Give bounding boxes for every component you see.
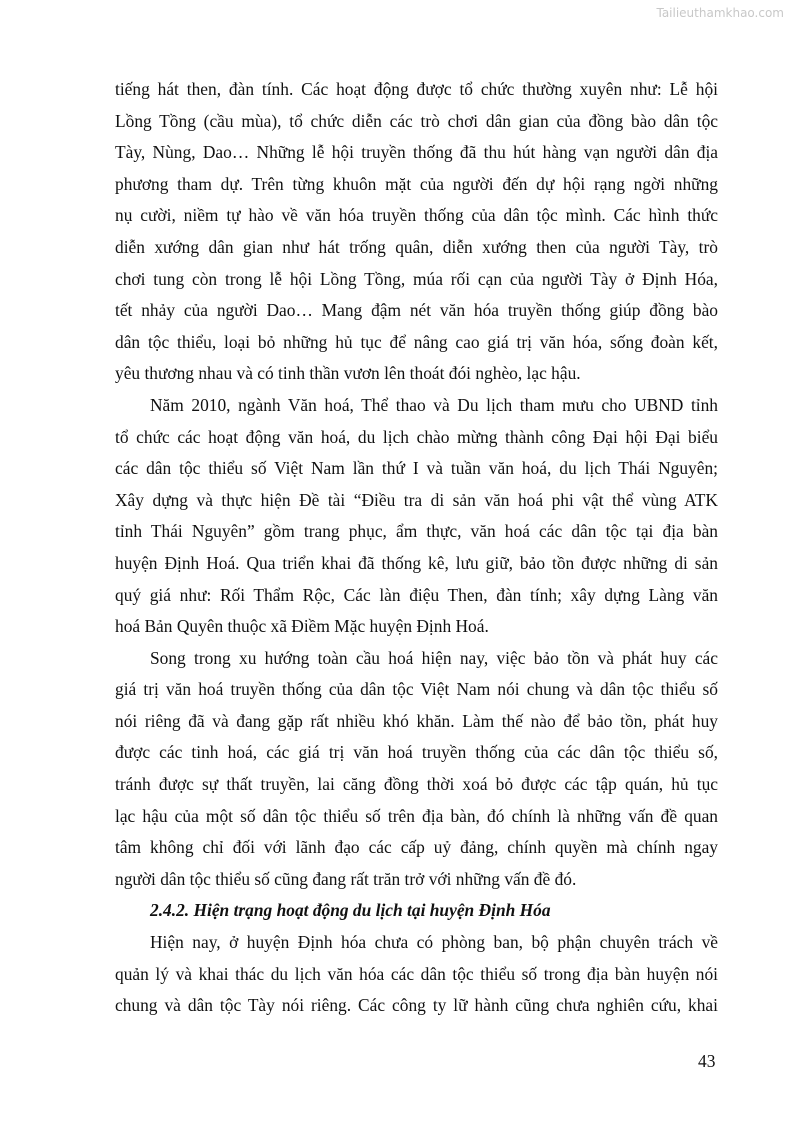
text-line: Lồng Tồng (cầu mùa), tổ chức diễn các trò chơi dân gian của đồng bào dân tộc [115, 110, 718, 131]
section-heading: 2.4.2. Hiện trạng hoạt động du lịch tại huyện Định Hóa [150, 900, 551, 921]
text-line: Tày, Nùng, Dao… Những lễ hội truyền thống đã thu hút hàng vạn người dân địa [115, 142, 718, 163]
text-line: phương tham dự. Trên từng khuôn mặt của người đến dự hội rạng ngời những [115, 173, 718, 194]
text-line: quý giá như: Rối Thẩm Rộc, Các làn điệu Then, đàn tính; xây dựng Làng văn [115, 584, 718, 605]
paragraph-start: Hiện nay, ở huyện Định hóa chưa có phòng ban, bộ phận chuyên trách về [150, 932, 718, 953]
document-body [115, 74, 718, 1022]
text-line: nói riêng đã và đang gặp rất nhiều khó khăn. Làm thế nào để bảo tồn, phát huy [115, 710, 718, 731]
text-line: Xây dựng và thực hiện Đề tài “Điều tra di sản văn hoá phi vật thể vùng ATK [115, 489, 718, 510]
text-line: diễn xướng dân gian như hát trống quân, diễn xướng then của người Tày, trò [115, 236, 718, 257]
paragraph-start: Song trong xu hướng toàn cầu hoá hiện nay, việc bảo tồn và phát huy các [150, 647, 718, 668]
text-line: được các tinh hoá, các giá trị văn hoá truyền thống của các dân tộc thiểu số, [115, 742, 718, 763]
text-line: tổ chức các hoạt động văn hoá, du lịch chào mừng thành công Đại hội Đại biểu [115, 426, 718, 447]
page-number: 43 [698, 1051, 716, 1071]
text-line: quản lý và khai thác du lịch văn hóa các dân tộc thiểu số trong địa bàn huyện nói [115, 963, 718, 984]
watermark: Tailieuthamkhao.com [656, 6, 784, 20]
text-line: tết nhảy của người Dao… Mang đậm nét văn hóa truyền thống giúp đồng bào [115, 300, 718, 321]
text-line: lạc hậu của một số dân tộc thiểu số trên địa bàn, đó chính là những vấn đề quan [115, 805, 718, 826]
text-line: tâm không chỉ đối với lãnh đạo các cấp uỷ đảng, chính quyền mà chính ngay [115, 837, 718, 858]
text-line: tránh được sự thất truyền, lai căng đồng thời xoá bỏ được các tập quán, hủ tục [115, 774, 718, 795]
text-line: người dân tộc thiểu số cũng đang rất trăn trở với những vấn đề đó. [115, 868, 577, 889]
text-line: hoá Bản Quyên thuộc xã Điềm Mặc huyện Định Hoá. [115, 616, 489, 637]
text-line: tiếng hát then, đàn tính. Các hoạt động được tổ chức thường xuyên như: Lễ hội [115, 79, 718, 99]
text-line: dân tộc thiểu, loại bỏ những hủ tục để nâng cao giá trị văn hóa, sống đoàn kết, [115, 331, 718, 352]
text-line: các dân tộc thiểu số Việt Nam lần thứ I và tuần văn hoá, du lịch Thái Nguyên; [115, 458, 718, 479]
text-line: chung và dân tộc Tày nói riêng. Các công ty lữ hành cũng chưa nghiên cứu, khai [115, 995, 718, 1016]
text-line: yêu thương nhau và có tinh thần vươn lên thoát đói nghèo, lạc hậu. [115, 363, 581, 384]
text-line: nụ cười, niềm tự hào về văn hóa truyền thống của dân tộc mình. Các hình thức [115, 205, 718, 226]
paragraph-start: Năm 2010, ngành Văn hoá, Thể thao và Du lịch tham mưu cho UBND tỉnh [150, 394, 718, 415]
text-line: huyện Định Hoá. Qua triển khai đã thống kê, lưu giữ, bảo tồn được những di sản [115, 552, 718, 573]
text-line: tỉnh Thái Nguyên” gồm trang phục, ẩm thực, văn hoá các dân tộc tại địa bàn [115, 521, 718, 542]
text-line: chơi tung còn trong lễ hội Lồng Tồng, múa rối cạn của người Tày ở Định Hóa, [115, 268, 718, 289]
text-line: giá trị văn hoá truyền thống của dân tộc Việt Nam nói chung và dân tộc thiểu số [115, 679, 718, 700]
